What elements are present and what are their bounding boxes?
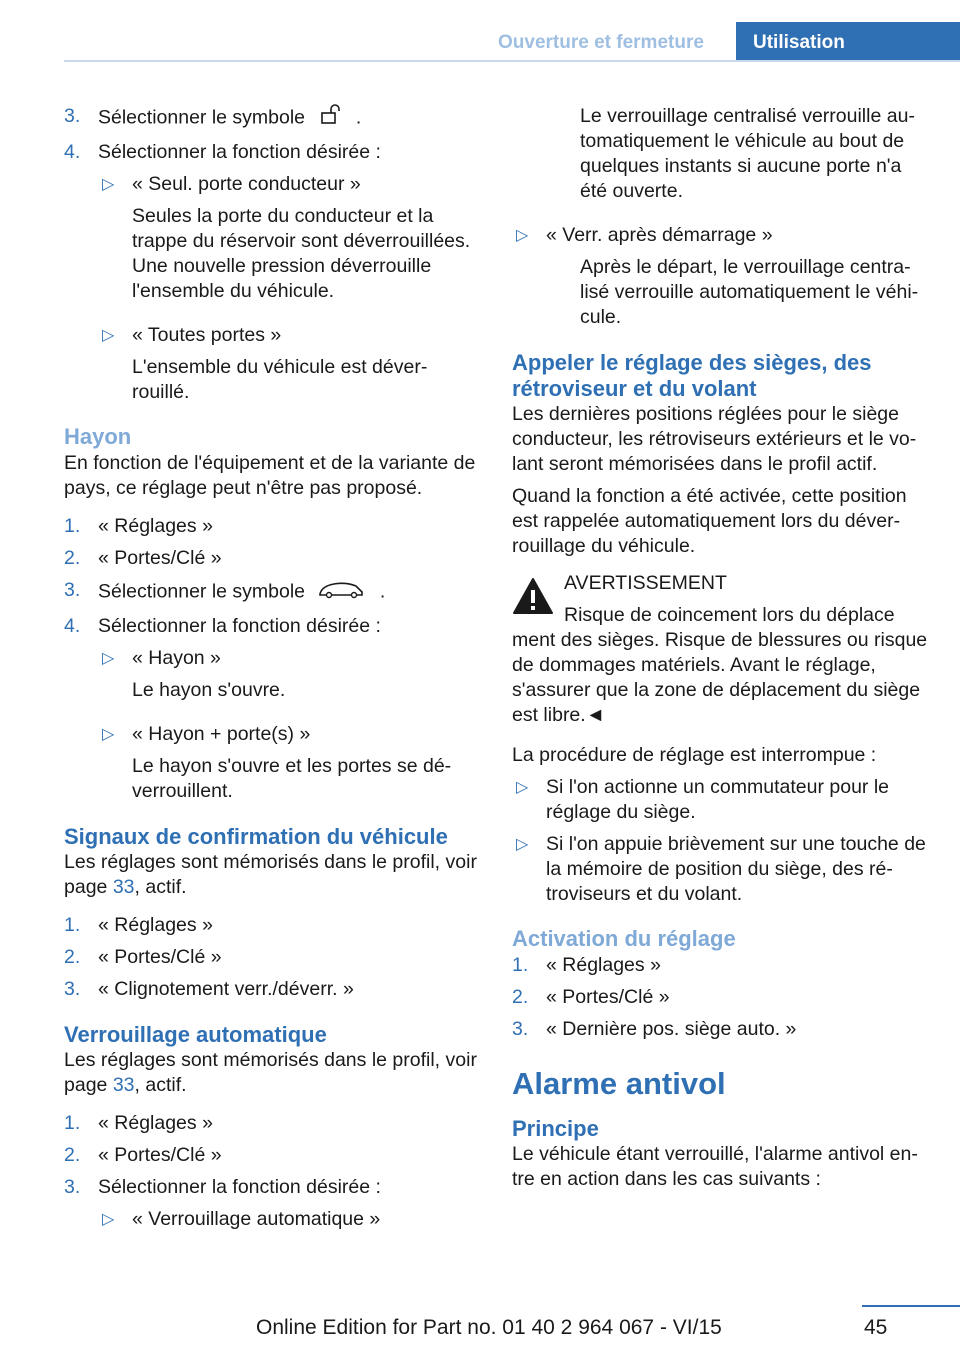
list-text-end: .: [379, 580, 386, 603]
heading-hayon: Hayon: [64, 424, 132, 449]
list-item: [512, 1017, 928, 1042]
warning-line: Risque de coincement lors du déplace: [564, 604, 895, 626]
header-tab-utilisation[interactable]: Utilisation: [736, 22, 960, 62]
list-text: « Réglages »: [98, 914, 213, 936]
list-number: 3.: [64, 1176, 81, 1198]
list-item: [64, 1143, 478, 1168]
list-item: [64, 913, 478, 938]
right-column: [512, 104, 928, 1199]
list-number: 1.: [64, 914, 81, 936]
list-number: 3.: [64, 579, 81, 601]
footer-rule: [862, 1305, 960, 1307]
bullet-item: [64, 323, 478, 348]
paragraph: Les dernières positions réglées pour le siège conducteur, les rétroviseurs extérieurs et le volant seront mémorisées dans le profil actif.: [512, 403, 917, 475]
warning-triangle-icon: [512, 577, 554, 622]
list-text: « Réglages »: [98, 515, 213, 537]
heading-alarme: Alarme antivol: [512, 1066, 726, 1101]
list-item: [64, 977, 478, 1002]
list-number: 1.: [64, 515, 81, 537]
list-item: [64, 1175, 478, 1200]
bullet-text: « Hayon »: [132, 647, 221, 669]
list-item: [64, 945, 478, 970]
list-text: Sélectionner la fonction désirée :: [98, 141, 381, 163]
warning-title: AVERTISSEMENT: [564, 572, 727, 594]
bullet-item: [64, 646, 478, 671]
list-number: 4.: [64, 141, 81, 163]
bullet-text: Si l'on actionne un commutateur pour le réglage du siège.: [546, 776, 890, 823]
list-text: Sélectionner le symbole: [98, 106, 306, 129]
heading-activation: Activation du réglage: [512, 926, 736, 951]
bullet-description: Le verrouillage centralisé verrouille automatiquement le véhicule au bout de quelques instants si aucune porte n'a été ouverte.: [580, 105, 915, 202]
list-text-end: .: [355, 106, 362, 129]
page-link[interactable]: 33: [112, 1074, 135, 1096]
list-text: Sélectionner la fonction désirée :: [98, 1176, 381, 1198]
list-text: « Clignotement verr./déverr. »: [98, 978, 354, 1000]
bullet-triangle-icon: ▷: [102, 176, 115, 193]
paragraph: [64, 1048, 478, 1098]
bullet-text: « Hayon + porte(s) »: [132, 723, 311, 745]
list-text: « Portes/Clé »: [98, 1144, 222, 1166]
paragraph: Le véhicule étant verrouillé, l'alarme antivol entre en action dans les cas suivants :: [512, 1143, 918, 1190]
warning-text: ment des sièges. Risque de blessures ou risque de dommages matériels. Avant le réglage, s'assurer que la zone de déplacement du siège est libre.◄: [512, 629, 928, 726]
heading-principe: Principe: [512, 1116, 599, 1141]
bullet-triangle-icon: ▷: [102, 726, 115, 743]
bullet-description: Seules la porte du conducteur et la trappe du réservoir sont déverrouillées. Une nouvelle pression déverrouille l'ensemble du véhicule.: [132, 205, 471, 302]
list-text: « Dernière pos. siège auto. »: [546, 1018, 797, 1040]
footer-edition: Online Edition for Part no. 01 40 2 964 067 - VI/15: [256, 1316, 722, 1339]
list-number: 2.: [64, 1144, 81, 1166]
bullet-triangle-icon: ▷: [516, 779, 529, 796]
bullet-item: [64, 722, 478, 747]
list-item: [64, 1111, 478, 1136]
list-item: [64, 614, 478, 639]
list-text: « Réglages »: [98, 1112, 213, 1134]
list-text: « Portes/Clé »: [98, 946, 222, 968]
paragraph-text: , actif.: [134, 1074, 187, 1096]
list-item: [64, 140, 478, 165]
list-item: [64, 578, 478, 607]
bullet-item: [512, 223, 928, 248]
list-number: 1.: [512, 954, 529, 976]
bullet-triangle-icon: ▷: [516, 836, 529, 853]
paragraph: En fonction de l'équipement et de la variante de pays, ce réglage peut n'être pas proposé.: [64, 452, 476, 499]
paragraph-text: Les réglages sont mémorisés dans le profil, voir page: [64, 851, 477, 898]
list-number: 1.: [64, 1112, 81, 1134]
list-item: [512, 953, 928, 978]
bullet-text: « Toutes portes »: [132, 324, 282, 346]
list-text: Sélectionner la fonction désirée :: [98, 615, 381, 637]
list-text: « Portes/Clé »: [546, 986, 670, 1008]
page-link[interactable]: 33: [112, 876, 135, 898]
list-item: [512, 985, 928, 1010]
list-item: [64, 104, 478, 133]
list-number: 2.: [512, 986, 529, 1008]
left-column: [64, 104, 478, 1239]
header-section-title: Ouverture et fermeture: [498, 32, 704, 53]
bullet-item: [64, 1207, 478, 1232]
paragraph: [64, 850, 478, 900]
bullet-triangle-icon: ▷: [516, 227, 529, 244]
list-number: 3.: [64, 105, 81, 127]
page-number: 45: [864, 1316, 888, 1339]
car-tailgate-icon: [310, 578, 374, 607]
bullet-triangle-icon: ▷: [102, 327, 115, 344]
heading-verrouillage: Verrouillage automatique: [64, 1022, 327, 1047]
bullet-text: « Verrouillage automatique »: [132, 1208, 381, 1230]
list-text: Sélectionner le symbole: [98, 580, 306, 603]
paragraph-text: Les réglages sont mémorisés dans le profil, voir page: [64, 1049, 477, 1096]
bullet-text: Si l'on appuie brièvement sur une touche de la mémoire de position du siège, des rétroviseurs et du volant.: [546, 833, 926, 905]
bullet-description: Le hayon s'ouvre.: [132, 679, 286, 701]
list-number: 2.: [64, 946, 81, 968]
list-number: 3.: [64, 978, 81, 1000]
bullet-description: Le hayon s'ouvre et les portes se déverrouillent.: [132, 755, 452, 802]
header-rule: [64, 60, 960, 62]
list-item: [64, 546, 478, 571]
list-number: 3.: [512, 1018, 529, 1040]
warning-block: [512, 571, 928, 628]
paragraph-text: , actif.: [134, 876, 187, 898]
bullet-description: Après le départ, le verrouillage centralisé verrouille automatiquement le véhicule.: [580, 256, 919, 328]
bullet-text: « Seul. porte conducteur »: [132, 173, 361, 195]
bullet-item: [512, 775, 928, 825]
bullet-item: [64, 172, 478, 197]
bullet-text: « Verr. après démarrage »: [546, 224, 773, 246]
paragraph: Quand la fonction a été activée, cette position est rappelée automatiquement lors du déverrouillage du véhicule.: [512, 485, 907, 557]
heading-signaux: Signaux de confirmation du véhicule: [64, 824, 448, 849]
list-number: 4.: [64, 615, 81, 637]
bullet-triangle-icon: ▷: [102, 1211, 115, 1228]
list-item: [64, 514, 478, 539]
list-text: « Portes/Clé »: [98, 547, 222, 569]
bullet-triangle-icon: ▷: [102, 650, 115, 667]
paragraph: La procédure de réglage est interrompue :: [512, 744, 877, 766]
bullet-description: L'ensemble du véhicule est déverrouillé.: [132, 356, 428, 403]
heading-appeler: Appeler le réglage des sièges, des rétroviseur et du volant: [512, 350, 872, 401]
unlock-icon: [310, 104, 350, 133]
list-text: « Réglages »: [546, 954, 661, 976]
bullet-item: [512, 832, 928, 907]
list-number: 2.: [64, 547, 81, 569]
